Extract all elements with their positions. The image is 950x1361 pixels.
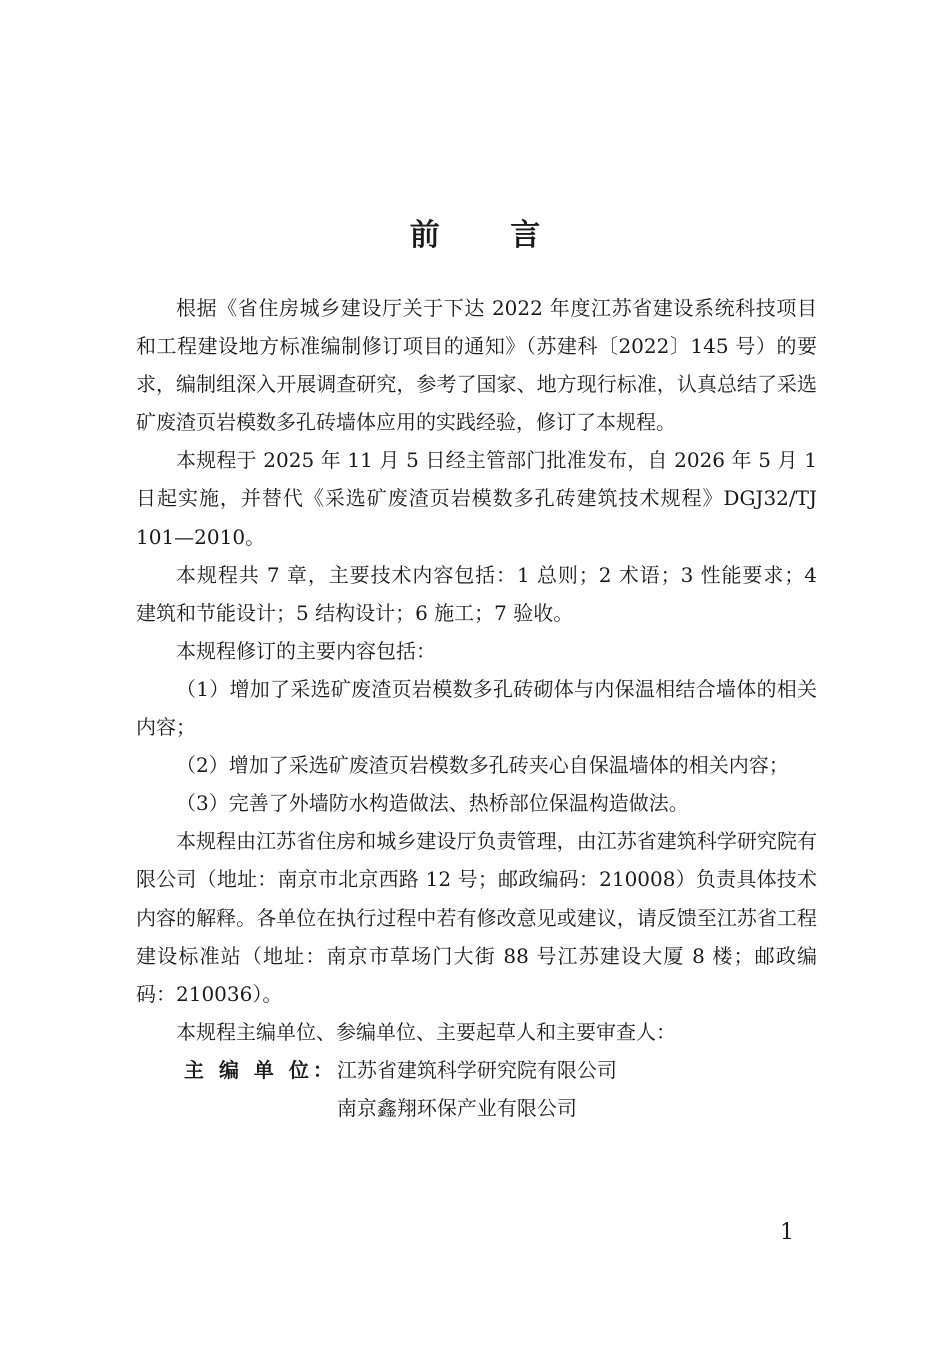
page-title: 前 言 — [409, 218, 571, 253]
paragraph-units-intro: 本规程主编单位、参编单位、主要起草人和主要审查人： — [176, 1019, 676, 1044]
chief-editor-block — [136, 1051, 817, 1127]
paragraph-revision-intro: 本规程修订的主要内容包括： — [176, 638, 436, 663]
page-number: 1 — [780, 1220, 794, 1245]
revision-item-3: （3）完善了外墙防水构造做法、热桥部位保温构造做法。 — [176, 791, 689, 816]
paragraph-approval: 本规程于 2025 年 11 月 5 日经主管部门批准发布，自 2026 年 5 月 1 日起实施，并替代《采选矿废渣页岩模数多孔砖建筑技术规程》DGJ32/TJ 101—2010。 — [136, 448, 817, 549]
paragraph-management: 本规程由江苏省住房和城乡建设厅负责管理，由江苏省建筑科学研究院有限公司（地址：南京市北京西路 12 号；邮政编码：210008）负责具体技术内容的解释。各单位在执行过程中若有修改意见或建议，请反馈至江苏省工程建设标准站（地址：南京市草场门大街 88 号江苏建设大厦 8 楼；邮政编码：210036）。 — [136, 829, 817, 1006]
revision-item-1: （1）增加了采选矿废渣页岩模数多孔砖砌体与内保温相结合墙体的相关内容； — [136, 676, 817, 740]
chief-editor-unit-2: 南京鑫翔环保产业有限公司 — [336, 1095, 577, 1120]
revision-item-2: （2）增加了采选矿废渣页岩模数多孔砖夹心自保温墙体的相关内容； — [176, 753, 789, 778]
paragraph-basis: 根据《省住房城乡建设厅关于下达 2022 年度江苏省建设系统科技项目和工程建设地方标准编制修订项目的通知》（苏建科〔2022〕145 号）的要求，编制组深入开展调查研究，参考了国家、地方现行标准，认真总结了采选矿废渣页岩模数多孔砖墙体应用的实践经验，修订了本规程。 — [136, 296, 817, 435]
chief-editor-unit-1: 江苏省建筑科学研究院有限公司 — [336, 1057, 617, 1082]
document-body — [136, 289, 817, 1127]
paragraph-contents: 本规程共 7 章，主要技术内容包括：1 总则；2 术语；3 性能要求；4 建筑和节能设计；5 结构设计；6 施工；7 验收。 — [136, 562, 817, 625]
chief-editor-label: 主 编 单 位： — [184, 1057, 337, 1082]
